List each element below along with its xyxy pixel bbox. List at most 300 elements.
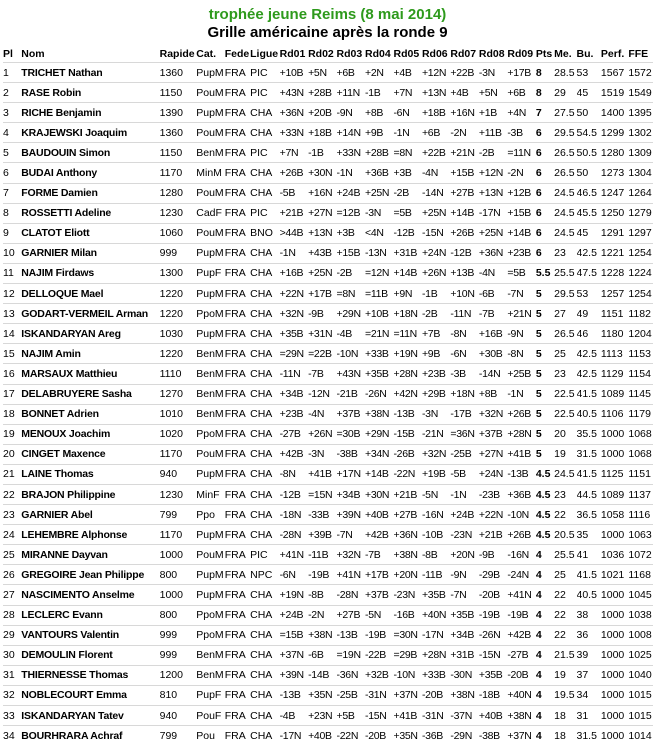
round-4-cell: +25N [365, 183, 393, 203]
league-cell: CHA [250, 404, 279, 424]
ffe-rating-cell: 1040 [628, 665, 653, 685]
player-name-cell: DELLOQUE Mael [21, 284, 159, 304]
round-1-cell: -28N [280, 525, 308, 545]
round-6-cell: -1B [422, 284, 450, 304]
round-8-cell: -14N [479, 364, 507, 384]
league-cell: CHA [250, 103, 279, 123]
round-9-cell: -9N [507, 324, 535, 344]
rank-cell: 20 [3, 444, 21, 464]
category-cell: MinM [196, 163, 224, 183]
round-9-cell: +14B [507, 223, 535, 243]
ffe-rating-cell: 1025 [628, 645, 653, 665]
performance-cell: 1125 [601, 464, 628, 484]
round-6-cell: +26N [422, 263, 450, 283]
rank-cell: 16 [3, 364, 21, 384]
rank-cell: 15 [3, 344, 21, 364]
round-4-cell: -19B [365, 625, 393, 645]
ffe-rating-cell: 1045 [628, 585, 653, 605]
rank-cell: 28 [3, 605, 21, 625]
performance-cell: 1228 [601, 263, 628, 283]
round-1-cell: +21B [280, 203, 308, 223]
median-cell: 22 [554, 585, 576, 605]
league-cell: PIC [250, 203, 279, 223]
performance-cell: 1000 [601, 706, 628, 726]
performance-cell: 1180 [601, 324, 628, 344]
round-2-cell: -3N [308, 444, 336, 464]
round-6-cell: +23B [422, 364, 450, 384]
category-cell: PouF [196, 706, 224, 726]
round-2-cell: -14B [308, 665, 336, 685]
round-4-cell: +32B [365, 665, 393, 685]
league-cell: PIC [250, 63, 279, 83]
round-4-cell: +10B [365, 304, 393, 324]
round-5-cell: -26B [393, 444, 421, 464]
federation-cell: FRA [225, 625, 250, 645]
round-5-cell: =11N [393, 324, 421, 344]
federation-cell: FRA [225, 203, 250, 223]
points-cell: 4.5 [536, 484, 554, 504]
league-cell: CHA [250, 123, 279, 143]
round-2-cell: -11B [308, 545, 336, 565]
round-6-cell: -3N [422, 404, 450, 424]
round-9-cell: +36B [507, 484, 535, 504]
round-3-cell: +6B [337, 63, 365, 83]
median-cell: 18 [554, 706, 576, 726]
player-name-cell: GREGOIRE Jean Philippe [21, 565, 159, 585]
median-cell: 26.5 [554, 163, 576, 183]
round-3-cell: +29N [337, 304, 365, 324]
round-7-cell: +13B [450, 263, 478, 283]
round-5-cell: -22N [393, 464, 421, 484]
category-cell: BenM [196, 364, 224, 384]
performance-cell: 1021 [601, 565, 628, 585]
ffe-rating-cell: 1151 [628, 464, 653, 484]
points-cell: 6 [536, 203, 554, 223]
points-cell: 5 [536, 404, 554, 424]
round-8-cell: -38B [479, 726, 507, 745]
rating-cell: 1280 [160, 183, 197, 203]
round-2-cell: +26N [308, 424, 336, 444]
rating-cell: 810 [160, 685, 197, 705]
points-cell: 8 [536, 83, 554, 103]
round-5-cell: +4B [393, 63, 421, 83]
round-5-cell: -12B [393, 223, 421, 243]
round-9-cell: +6B [507, 83, 535, 103]
round-8-cell: +1B [479, 103, 507, 123]
rating-cell: 940 [160, 464, 197, 484]
table-row [3, 706, 653, 726]
rating-cell: 1220 [160, 344, 197, 364]
round-3-cell: +37B [337, 404, 365, 424]
round-2-cell: -12N [308, 384, 336, 404]
round-1-cell: +37N [280, 645, 308, 665]
league-cell: PIC [250, 143, 279, 163]
round-9-cell: -16N [507, 545, 535, 565]
federation-cell: FRA [225, 324, 250, 344]
round-2-cell: -7B [308, 364, 336, 384]
points-cell: 4 [536, 645, 554, 665]
round-5-cell: =8N [393, 143, 421, 163]
round-9-cell: +40N [507, 685, 535, 705]
round-4-cell: =12N [365, 263, 393, 283]
page-subtitle: Grille américaine après la ronde 9 [0, 24, 655, 42]
round-7-cell: +20N [450, 545, 478, 565]
category-cell: PouM [196, 545, 224, 565]
round-5-cell: +14B [393, 263, 421, 283]
round-9-cell: +12B [507, 183, 535, 203]
round-9-cell: +37N [507, 726, 535, 745]
performance-cell: 1113 [601, 344, 628, 364]
ffe-rating-cell: 1179 [628, 404, 653, 424]
table-row [3, 183, 653, 203]
table-row [3, 545, 653, 565]
round-9-cell: -1N [507, 384, 535, 404]
points-cell: 5 [536, 344, 554, 364]
rating-cell: 999 [160, 645, 197, 665]
median-cell: 22 [554, 625, 576, 645]
federation-cell: FRA [225, 364, 250, 384]
category-cell: CadF [196, 203, 224, 223]
round-4-cell: +8B [365, 103, 393, 123]
round-7-cell: +38N [450, 685, 478, 705]
buchholz-cell: 53 [577, 63, 601, 83]
player-name-cell: NAJIM Amin [21, 344, 159, 364]
round-1-cell: -8N [280, 464, 308, 484]
table-row [3, 625, 653, 645]
player-name-cell: GARNIER Milan [21, 243, 159, 263]
round-2-cell: +35N [308, 685, 336, 705]
points-cell: 4.5 [536, 464, 554, 484]
table-row [3, 384, 653, 404]
round-4-cell: -31N [365, 685, 393, 705]
league-cell: CHA [250, 364, 279, 384]
round-2-cell: +27N [308, 203, 336, 223]
rank-cell: 27 [3, 585, 21, 605]
player-name-cell: BOURHRARA Achraf [21, 726, 159, 745]
round-7-cell: -37N [450, 706, 478, 726]
round-3-cell: =12B [337, 203, 365, 223]
table-row [3, 263, 653, 283]
column-header: Nom [21, 46, 159, 63]
rating-cell: 799 [160, 505, 197, 525]
round-3-cell: +27B [337, 605, 365, 625]
rating-cell: 1020 [160, 424, 197, 444]
performance-cell: 1247 [601, 183, 628, 203]
round-9-cell: +41B [507, 444, 535, 464]
player-name-cell: BUDAI Anthony [21, 163, 159, 183]
performance-cell: 1000 [601, 605, 628, 625]
rank-cell: 10 [3, 243, 21, 263]
median-cell: 19 [554, 665, 576, 685]
performance-cell: 1151 [601, 304, 628, 324]
points-cell: 5 [536, 324, 554, 344]
round-9-cell: +23B [507, 243, 535, 263]
round-2-cell: +31N [308, 324, 336, 344]
rank-cell: 11 [3, 263, 21, 283]
ffe-rating-cell: 1224 [628, 263, 653, 283]
league-cell: PIC [250, 545, 279, 565]
column-header: Rd09 [507, 46, 535, 63]
table-header [3, 46, 653, 63]
round-7-cell: -11N [450, 304, 478, 324]
round-4-cell: +40B [365, 505, 393, 525]
league-cell: CHA [250, 284, 279, 304]
category-cell: PouM [196, 83, 224, 103]
round-1-cell: =29N [280, 344, 308, 364]
round-4-cell: +29N [365, 424, 393, 444]
rank-cell: 14 [3, 324, 21, 344]
ffe-rating-cell: 1302 [628, 123, 653, 143]
ffe-rating-cell: 1008 [628, 625, 653, 645]
round-8-cell: +27N [479, 444, 507, 464]
table-row [3, 223, 653, 243]
ffe-rating-cell: 1063 [628, 525, 653, 545]
round-3-cell: +32N [337, 545, 365, 565]
column-header: Me. [554, 46, 576, 63]
category-cell: PupM [196, 63, 224, 83]
ffe-rating-cell: 1549 [628, 83, 653, 103]
performance-cell: 1106 [601, 404, 628, 424]
federation-cell: FRA [225, 344, 250, 364]
round-5-cell: +18N [393, 304, 421, 324]
round-8-cell: +12N [479, 163, 507, 183]
median-cell: 23 [554, 484, 576, 504]
round-2-cell: +16N [308, 183, 336, 203]
round-8-cell: -15N [479, 645, 507, 665]
table-row [3, 83, 653, 103]
round-5-cell: -15B [393, 424, 421, 444]
round-7-cell: +22B [450, 63, 478, 83]
buchholz-cell: 39 [577, 645, 601, 665]
buchholz-cell: 45.5 [577, 203, 601, 223]
buchholz-cell: 36.5 [577, 505, 601, 525]
column-header: Rd05 [393, 46, 421, 63]
round-1-cell: +23B [280, 404, 308, 424]
performance-cell: 1089 [601, 384, 628, 404]
round-1-cell: +42B [280, 444, 308, 464]
rank-cell: 26 [3, 565, 21, 585]
round-1-cell: -6N [280, 565, 308, 585]
category-cell: PupM [196, 284, 224, 304]
federation-cell: FRA [225, 685, 250, 705]
buchholz-cell: 47.5 [577, 263, 601, 283]
round-6-cell: +25N [422, 203, 450, 223]
round-9-cell: +26B [507, 404, 535, 424]
round-8-cell: +8B [479, 384, 507, 404]
player-name-cell: CLATOT Eliott [21, 223, 159, 243]
performance-cell: 1000 [601, 665, 628, 685]
round-6-cell: -4N [422, 163, 450, 183]
round-6-cell: -17N [422, 625, 450, 645]
player-name-cell: FORME Damien [21, 183, 159, 203]
ffe-rating-cell: 1279 [628, 203, 653, 223]
league-cell: CHA [250, 464, 279, 484]
round-5-cell: +28N [393, 364, 421, 384]
rank-cell: 17 [3, 384, 21, 404]
points-cell: 6 [536, 123, 554, 143]
round-9-cell: -2N [507, 163, 535, 183]
league-cell: CHA [250, 243, 279, 263]
round-6-cell: -11B [422, 565, 450, 585]
round-2-cell: +43B [308, 243, 336, 263]
table-row [3, 163, 653, 183]
rank-cell: 21 [3, 464, 21, 484]
round-4-cell: -22B [365, 645, 393, 665]
round-6-cell: +18B [422, 103, 450, 123]
points-cell: 6 [536, 183, 554, 203]
category-cell: PupM [196, 464, 224, 484]
round-2-cell: +13N [308, 223, 336, 243]
round-3-cell: +3B [337, 223, 365, 243]
round-6-cell: -20B [422, 685, 450, 705]
column-header: Pl [3, 46, 21, 63]
round-8-cell: -9B [479, 545, 507, 565]
round-4-cell: -5N [365, 605, 393, 625]
performance-cell: 1089 [601, 484, 628, 504]
buchholz-cell: 38 [577, 605, 601, 625]
buchholz-cell: 31.5 [577, 726, 601, 745]
league-cell: CHA [250, 625, 279, 645]
round-9-cell: -24N [507, 565, 535, 585]
federation-cell: FRA [225, 143, 250, 163]
table-row [3, 665, 653, 685]
points-cell: 4 [536, 665, 554, 685]
buchholz-cell: 46 [577, 324, 601, 344]
points-cell: 4 [536, 565, 554, 585]
federation-cell: FRA [225, 545, 250, 565]
round-1-cell: -1N [280, 243, 308, 263]
player-name-cell: DEMOULIN Florent [21, 645, 159, 665]
category-cell: PupM [196, 585, 224, 605]
round-8-cell: +13N [479, 183, 507, 203]
round-7-cell: -2N [450, 123, 478, 143]
round-6-cell: +6B [422, 123, 450, 143]
median-cell: 26.5 [554, 143, 576, 163]
round-8-cell: -17N [479, 203, 507, 223]
round-3-cell: -10N [337, 344, 365, 364]
ffe-rating-cell: 1015 [628, 685, 653, 705]
league-cell: CHA [250, 706, 279, 726]
round-3-cell: -21B [337, 384, 365, 404]
median-cell: 25 [554, 344, 576, 364]
league-cell: CHA [250, 324, 279, 344]
round-7-cell: -5B [450, 464, 478, 484]
category-cell: PupM [196, 324, 224, 344]
buchholz-cell: 41.5 [577, 384, 601, 404]
category-cell: PouM [196, 123, 224, 143]
round-1-cell: +41N [280, 545, 308, 565]
league-cell: CHA [250, 685, 279, 705]
round-2-cell: -1B [308, 143, 336, 163]
performance-cell: 1280 [601, 143, 628, 163]
round-2-cell: -2N [308, 605, 336, 625]
round-6-cell: +40N [422, 605, 450, 625]
category-cell: PupM [196, 565, 224, 585]
category-cell: MinF [196, 484, 224, 504]
points-cell: 4 [536, 706, 554, 726]
round-3-cell: -7N [337, 525, 365, 545]
round-7-cell: +16N [450, 103, 478, 123]
round-5-cell: +42N [393, 384, 421, 404]
round-5-cell: -23N [393, 585, 421, 605]
round-8-cell: -20B [479, 585, 507, 605]
points-cell: 6 [536, 143, 554, 163]
rating-cell: 1000 [160, 545, 197, 565]
round-4-cell: -15N [365, 706, 393, 726]
round-6-cell: +22B [422, 143, 450, 163]
round-1-cell: -17N [280, 726, 308, 745]
buchholz-cell: 31.5 [577, 444, 601, 464]
table-row [3, 585, 653, 605]
rating-cell: 1220 [160, 284, 197, 304]
league-cell: CHA [250, 263, 279, 283]
performance-cell: 1000 [601, 585, 628, 605]
player-name-cell: BAUDOUIN Simon [21, 143, 159, 163]
round-8-cell: -2B [479, 143, 507, 163]
performance-cell: 1000 [601, 726, 628, 745]
round-7-cell: +34B [450, 625, 478, 645]
round-6-cell: +9B [422, 344, 450, 364]
federation-cell: FRA [225, 605, 250, 625]
league-cell: CHA [250, 645, 279, 665]
federation-cell: FRA [225, 263, 250, 283]
federation-cell: FRA [225, 384, 250, 404]
rating-cell: 800 [160, 565, 197, 585]
median-cell: 18 [554, 726, 576, 745]
federation-cell: FRA [225, 304, 250, 324]
league-cell: CHA [250, 183, 279, 203]
performance-cell: 1129 [601, 364, 628, 384]
round-4-cell: +28B [365, 143, 393, 163]
rating-cell: 1220 [160, 304, 197, 324]
ffe-rating-cell: 1137 [628, 484, 653, 504]
round-1-cell: -27B [280, 424, 308, 444]
category-cell: PouM [196, 183, 224, 203]
points-cell: 4 [536, 685, 554, 705]
points-cell: 8 [536, 63, 554, 83]
round-2-cell: +39B [308, 525, 336, 545]
rank-cell: 4 [3, 123, 21, 143]
points-cell: 5 [536, 444, 554, 464]
round-4-cell: -1B [365, 83, 393, 103]
ffe-rating-cell: 1068 [628, 424, 653, 444]
federation-cell: FRA [225, 585, 250, 605]
median-cell: 19 [554, 444, 576, 464]
round-8-cell: -3N [479, 63, 507, 83]
round-1-cell: >44B [280, 223, 308, 243]
round-6-cell: +13N [422, 83, 450, 103]
round-4-cell: <4N [365, 223, 393, 243]
buchholz-cell: 45 [577, 223, 601, 243]
round-2-cell: +17B [308, 284, 336, 304]
round-7-cell: -29N [450, 726, 478, 745]
ffe-rating-cell: 1254 [628, 243, 653, 263]
federation-cell: FRA [225, 444, 250, 464]
player-name-cell: NOBLECOURT Emma [21, 685, 159, 705]
round-4-cell: +14B [365, 464, 393, 484]
round-2-cell: -9B [308, 304, 336, 324]
round-2-cell: +40B [308, 726, 336, 745]
rating-cell: 1150 [160, 83, 197, 103]
player-name-cell: ISKANDARYAN Areg [21, 324, 159, 344]
round-8-cell: -18B [479, 685, 507, 705]
player-name-cell: DELABRUYERE Sasha [21, 384, 159, 404]
round-3-cell: +17N [337, 464, 365, 484]
table-row [3, 364, 653, 384]
round-2-cell: =15N [308, 484, 336, 504]
ffe-rating-cell: 1038 [628, 605, 653, 625]
category-cell: PupM [196, 525, 224, 545]
